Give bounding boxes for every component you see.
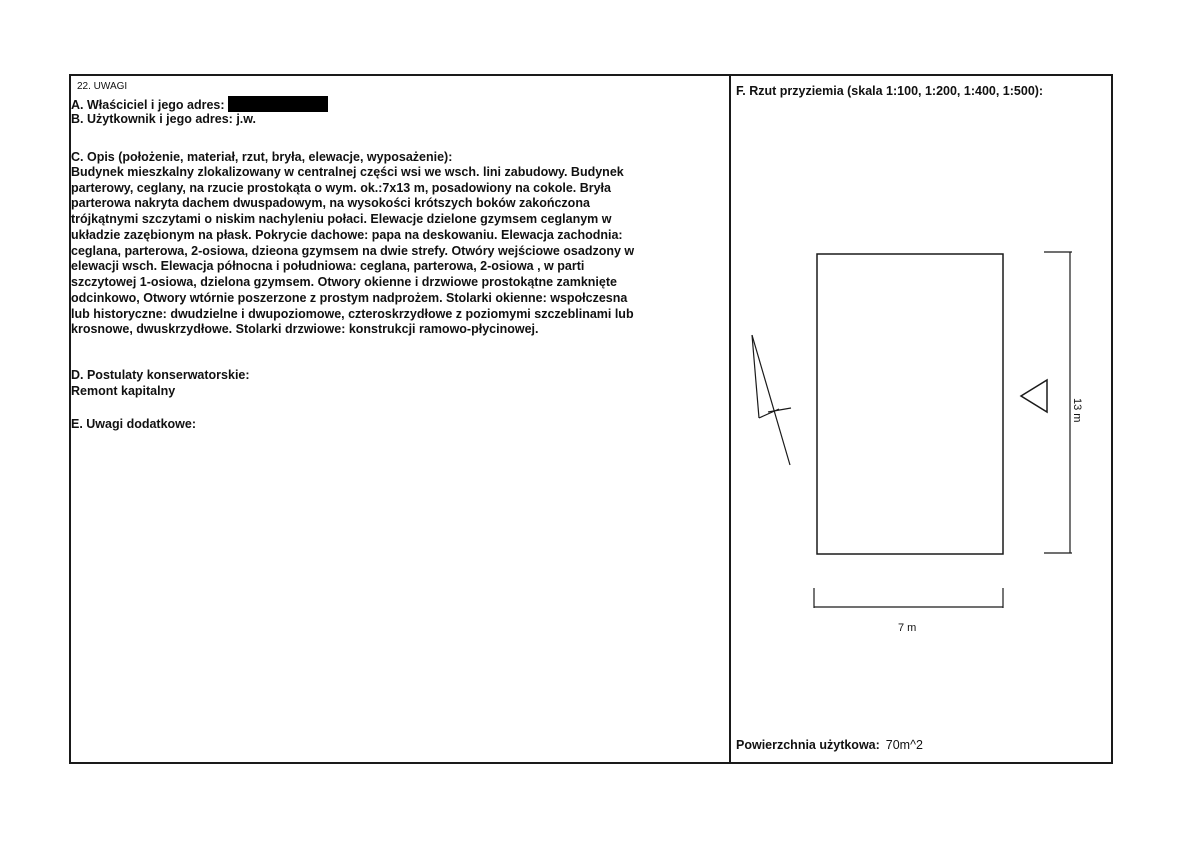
floor-plan-title: F. Rzut przyziemia (skala 1:100, 1:200, 1:400, 1:500): xyxy=(736,84,1044,98)
width-dimension xyxy=(814,588,1003,608)
owner-label: A. Właściciel i jego adres: xyxy=(71,98,225,112)
length-dimension xyxy=(1044,252,1072,553)
north-arrow-icon xyxy=(752,335,791,465)
area-label: Powierzchnia użytkowa: xyxy=(736,738,880,752)
additional-heading: E. Uwagi dodatkowe: xyxy=(71,417,197,431)
area-value: 70m^2 xyxy=(885,738,923,752)
floor-plan-drawing xyxy=(731,76,1111,676)
description-line: trójkątnymi szczytami o niskim nachyleniu połaci. Elewacje dzielone gzymsem ceglanym w xyxy=(71,212,612,226)
usable-area-row xyxy=(736,738,923,752)
description-line: odcinkowo, Otwory wtórnie poszerzone z prostym nadprożem. Stolarki okienne: wspołczesna xyxy=(71,291,628,305)
user-label: B. Użytkownik i jego adres: j.w. xyxy=(71,112,256,126)
description-heading: C. Opis (położenie, materiał, rzut, bryła, elewacje, wyposażenie): xyxy=(71,150,453,164)
description-line: układzie zazębionym na płask. Pokrycie dachowe: papa na deskowaniu. Elewacja zachodnia: xyxy=(71,228,623,242)
length-label: 13 m xyxy=(1071,398,1083,423)
description-line: krosnowe, dwuskrzydłowe. Stolarki drzwiowe: konstrukcji ramowo-płycinowej. xyxy=(71,322,539,336)
description-line: Budynek mieszkalny zlokalizowany w centralnej części wsi we wsch. lini zabudowy. Budynek xyxy=(71,165,624,179)
section-number: 22. UWAGI xyxy=(77,81,128,92)
owner-row xyxy=(71,96,328,112)
description-line: ceglana, parterowa, 2-osiowa, dzieona gzymsem na dwie strefy. Otwóry wejściowe osadzony w xyxy=(71,244,635,258)
redaction-bar xyxy=(228,96,328,112)
postulates-heading: D. Postulaty konserwatorskie: xyxy=(71,368,250,382)
triangle-entrance-icon xyxy=(1021,380,1047,412)
description-line: lub historyczne: dwudzielne i dwupoziomowe, czteroskrzydłowe z poziomymi szczeblinami lub xyxy=(71,307,634,321)
description-line: parterowy, ceglany, na rzucie prostokąta o wym. ok.:7x13 m, posadowiony na cokole. Bryła xyxy=(71,181,611,195)
description-line: elewacji wsch. Elewacja północna i południowa: ceglana, parterowa, 2-osiowa , w parti xyxy=(71,259,585,273)
description-line: szczytowej 1-osiowa, dzielona gzymsem. Otwory okienne i drzwiowe prostokątne zamknięte xyxy=(71,275,617,289)
postulates-text: Remont kapitalny xyxy=(71,384,176,398)
description-line: parterowa nakryta dachem dwuspadowym, na wysokości krótszych boków zakończona xyxy=(71,196,590,210)
width-label: 7 m xyxy=(898,622,917,634)
building-outline xyxy=(817,254,1003,554)
